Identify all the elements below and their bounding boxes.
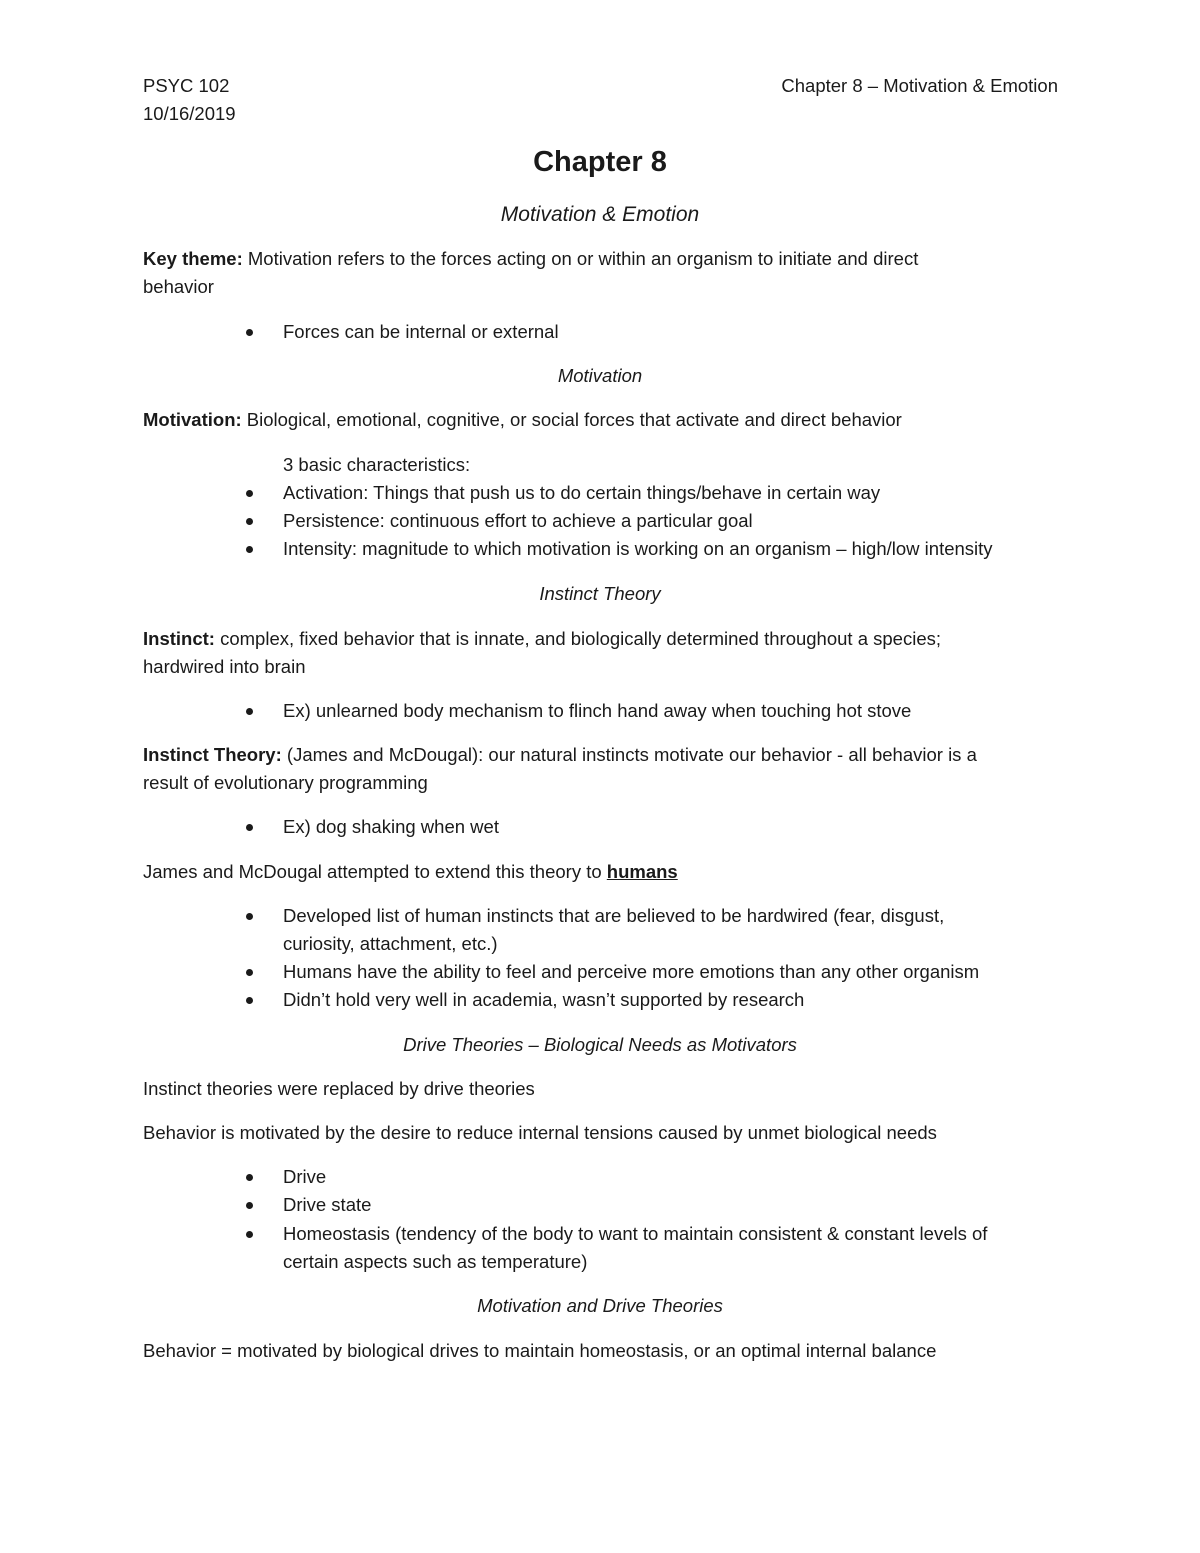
bullet-dot: [246, 546, 253, 553]
list-item: Drive state: [283, 1194, 372, 1215]
motivation-definition: [143, 406, 902, 434]
motivation-drive-para: Behavior = motivated by biological drives to maintain homeostasis, or an optimal internal balance: [143, 1340, 937, 1361]
instinct-def-text-cont: hardwired into brain: [143, 656, 306, 677]
instinct-definition: [143, 625, 941, 653]
instinct-theory-definition: [143, 741, 977, 769]
drive-para-2: Behavior is motivated by the desire to reduce internal tensions caused by unmet biological needs: [143, 1122, 937, 1143]
list-item-cont: curiosity, attachment, etc.): [283, 933, 498, 954]
bullet-dot: [246, 329, 253, 336]
bullet-dot: [246, 824, 253, 831]
characteristics-subhead: 3 basic characteristics:: [283, 454, 471, 475]
instinct-theory-text-cont: result of evolutionary programming: [143, 772, 428, 793]
list-item: Developed list of human instincts that are believed to be hardwired (fear, disgust,: [283, 905, 945, 926]
humans-emphasis: humans: [606, 861, 678, 882]
list-item: Forces can be internal or external: [283, 321, 559, 342]
section-heading-instinct: Instinct Theory: [539, 583, 661, 604]
list-item-cont: certain aspects such as temperature): [283, 1251, 588, 1272]
section-heading-motivation: Motivation: [557, 365, 643, 386]
bullet-dot: [246, 1202, 253, 1209]
note-date: 10/16/2019: [143, 103, 236, 124]
bullet-dot: [246, 1231, 253, 1238]
list-item: Ex) unlearned body mechanism to flinch hand away when touching hot stove: [283, 700, 912, 721]
page-title: Chapter 8: [533, 146, 667, 178]
key-theme-label: Key theme:: [143, 248, 243, 269]
list-item: Ex) dog shaking when wet: [283, 816, 499, 837]
key-theme-line: [143, 245, 918, 273]
page-subtitle: Motivation & Emotion: [500, 203, 700, 226]
drive-para-1: Instinct theories were replaced by drive theories: [143, 1078, 535, 1099]
header-chapter-ref: Chapter 8 – Motivation & Emotion: [781, 75, 1058, 96]
list-item: Humans have the ability to feel and perceive more emotions than any other organism: [283, 961, 980, 982]
bullet-dot: [246, 969, 253, 976]
key-theme-text-cont: behavior: [143, 276, 214, 297]
instinct-theory-text: (James and McDougal): our natural instincts motivate our behavior - all behavior is a: [286, 744, 977, 765]
bullet-dot: [246, 997, 253, 1004]
instinct-label: Instinct:: [143, 628, 215, 649]
list-item: Homeostasis (tendency of the body to want to maintain consistent & constant levels of: [283, 1223, 988, 1244]
instinct-def-text: complex, fixed behavior that is innate, and biologically determined throughout a species;: [220, 628, 941, 649]
bullet-dot: [246, 1174, 253, 1181]
bullet-dot: [246, 518, 253, 525]
list-item: Persistence: continuous effort to achieve a particular goal: [283, 510, 753, 531]
list-item: Intensity: magnitude to which motivation is working on an organism – high/low intensity: [283, 538, 993, 559]
bullet-dot: [246, 708, 253, 715]
motivation-def-text: Biological, emotional, cognitive, or social forces that activate and direct behavior: [246, 409, 902, 430]
motivation-label: Motivation:: [143, 409, 242, 430]
course-code: PSYC 102: [143, 75, 230, 96]
bullet-dot: [246, 490, 253, 497]
humans-text: James and McDougal attempted to extend this theory to: [143, 861, 602, 882]
instinct-theory-label: Instinct Theory:: [143, 744, 282, 765]
list-item: Drive: [283, 1166, 327, 1187]
section-heading-drive: Drive Theories – Biological Needs as Motivators: [403, 1034, 797, 1055]
humans-paragraph: [143, 858, 678, 886]
section-heading-motivation-drive: Motivation and Drive Theories: [477, 1295, 723, 1316]
list-item: Activation: Things that push us to do certain things/behave in certain way: [283, 482, 881, 503]
bullet-dot: [246, 913, 253, 920]
list-item: Didn’t hold very well in academia, wasn’t supported by research: [283, 989, 805, 1010]
key-theme-text: Motivation refers to the forces acting on or within an organism to initiate and direct: [247, 248, 919, 269]
